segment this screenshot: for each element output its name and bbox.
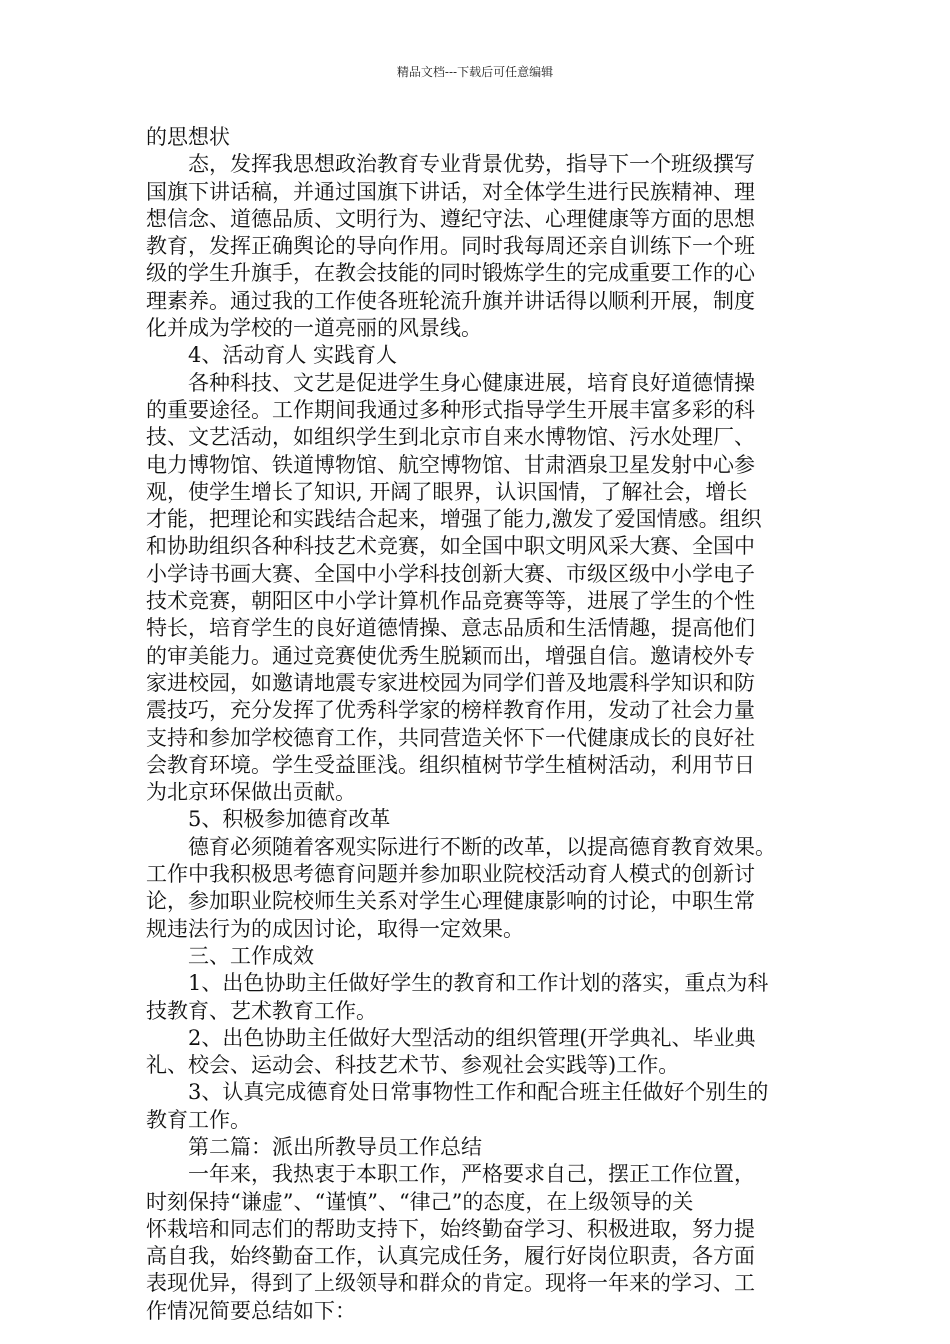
text-line: 和协助组织各种科技艺术竞赛，如全国中职文明风采大赛、全国中 [146, 534, 755, 559]
text-line: 才能，把理论和实践结合起来，增强了能力,激发了爱国情感。组织 [146, 507, 762, 532]
page-header: 精品文档---下载后可任意编辑 [396, 65, 554, 79]
text-line: 震技巧，充分发挥了优秀科学家的榜样教育作用，发动了社会力量 [146, 698, 755, 723]
text-line: 1、出色协助主任做好学生的教育和工作计划的落实，重点为科 [188, 971, 769, 996]
text-line: 电力博物馆、铁道博物馆、航空博物馆、甘肃酒泉卫星发射中心参 [146, 452, 755, 477]
text-line: 3、认真完成德育处日常事物性工作和配合班主任做好个别生的 [188, 1080, 769, 1105]
text-line: 4、活动育人 实践育人 [188, 343, 398, 368]
text-line: 支持和参加学校德育工作，共同营造关怀下一代健康成长的良好社 [146, 725, 755, 750]
text-line: 论，参加职业院校师生关系对学生心理健康影响的讨论，中职生常 [146, 889, 755, 914]
text-line: 教育，发挥正确舆论的导向作用。同时我每周还亲自训练下一个班 [146, 234, 755, 259]
text-line: 国旗下讲话稿，并通过国旗下讲话，对全体学生进行民族精神、理 [146, 179, 755, 204]
text-line: 为北京环保做出贡献。 [146, 780, 356, 805]
text-line: 表现优异，得到了上级领导和群众的肯定。现将一年来的学习、工 [146, 1271, 755, 1296]
text-line: 技术竞赛，朝阳区中小学计算机作品竞赛等等，进展了学生的个性 [146, 589, 755, 614]
text-line: 时刻保持“谦虚”、“谨慎”、“律己”的态度，在上级领导的关 [146, 1189, 694, 1214]
text-line: 级的学生升旗手，在教会技能的同时锻炼学生的完成重要工作的心 [146, 261, 755, 286]
text-line: 工作中我积极思考德育问题并参加职业院校活动育人模式的创新讨 [146, 862, 755, 887]
text-line: 化并成为学校的一道亮丽的风景线。 [146, 316, 482, 341]
text-line: 的思想状 [146, 125, 230, 149]
text-line: 第二篇：派出所教导员工作总结 [188, 1134, 482, 1159]
text-line: 一年来，我热衷于本职工作，严格要求自己，摆正工作位置， [188, 1162, 755, 1187]
text-line: 小学诗书画大赛、全国中小学科技创新大赛、市级区级中小学电子 [146, 561, 755, 586]
text-line: 怀栽培和同志们的帮助支持下，始终勤奋学习、积极进取，努力提 [146, 1216, 755, 1241]
document-body [146, 124, 810, 1325]
text-line: 教育工作。 [146, 1107, 251, 1132]
text-line: 理素养。通过我的工作使各班轮流升旗并讲话得以顺利开展，制度 [146, 288, 755, 313]
text-line: 想信念、道德品质、文明行为、遵纪守法、心理健康等方面的思想 [146, 206, 755, 231]
text-line: 高自我，始终勤奋工作，认真完成任务，履行好岗位职责，各方面 [146, 1244, 755, 1269]
text-line: 礼、校会、运动会、科技艺术节、参观社会实践等)工作。 [146, 1053, 680, 1078]
text-line: 各种科技、文艺是促进学生身心健康进展，培育良好道德情操 [188, 370, 755, 395]
text-line: 态，发挥我思想政治教育专业背景优势，指导下一个班级撰写 [188, 152, 755, 177]
text-line: 5、积极参加德育改革 [188, 807, 391, 832]
text-line: 规违法行为的成因讨论，取得一定效果。 [146, 916, 524, 941]
text-line: 作情况简要总结如下： [146, 1298, 356, 1323]
text-line: 家进校园，如邀请地震专家进校园为同学们普及地震科学知识和防 [146, 670, 755, 695]
text-line: 的审美能力。通过竞赛使优秀生脱颖而出，增强自信。邀请校外专 [146, 643, 755, 668]
text-line: 三、工作成效 [188, 943, 314, 968]
text-line: 2、出色协助主任做好大型活动的组织管理(开学典礼、毕业典 [188, 1025, 756, 1050]
text-line: 德育必须随着客观实际进行不断的改革，以提高德育教育效果。 [188, 834, 776, 859]
text-line: 技教育、艺术教育工作。 [146, 998, 377, 1023]
text-line: 技、文艺活动，如组织学生到北京市自来水博物馆、污水处理厂、 [146, 425, 755, 450]
text-line: 会教育环境。学生受益匪浅。组织植树节学生植树活动，利用节日 [146, 752, 755, 777]
text-line: 观，使学生增长了知识, 开阔了眼界，认识国情，了解社会，增长 [146, 479, 748, 504]
text-line: 特长，培育学生的良好道德情操、意志品质和生活情趣，提高他们 [146, 616, 755, 641]
text-line: 的重要途径。工作期间我通过多种形式指导学生开展丰富多彩的科 [146, 397, 755, 422]
